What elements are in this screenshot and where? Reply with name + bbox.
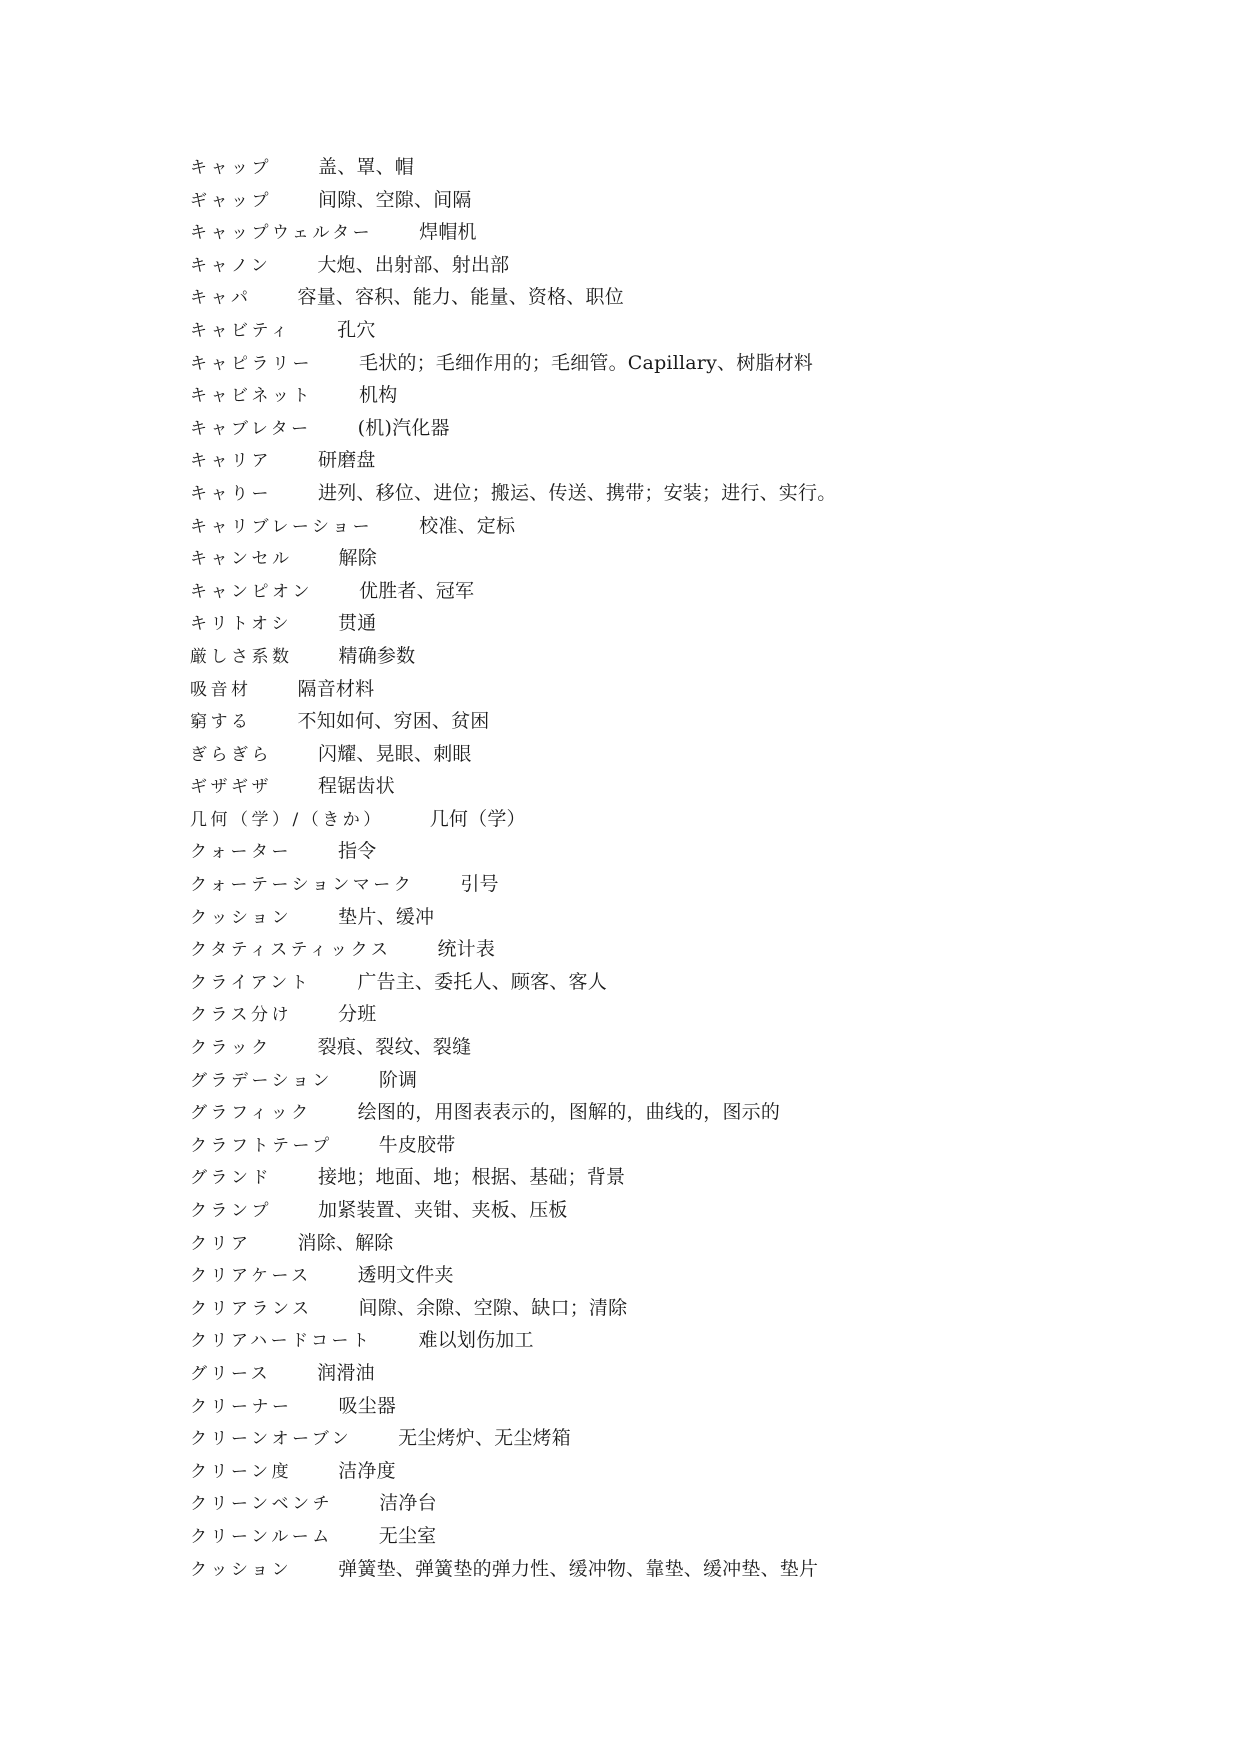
entry-meaning: 裂痕、裂纹、裂缝 — [317, 1036, 472, 1059]
entry-term: クラス分け — [190, 1005, 292, 1026]
entry-term: キャリア — [190, 451, 272, 472]
glossary-entry — [190, 738, 1190, 771]
entry-term: キリトオシ — [190, 614, 292, 635]
entry-meaning: 容量、容积、能力、能量、资格、职位 — [297, 286, 624, 309]
entry-term: グランド — [190, 1168, 272, 1189]
entry-meaning: 难以划伤加工 — [418, 1329, 534, 1352]
glossary-entry — [190, 347, 1190, 380]
glossary-entry — [190, 998, 1190, 1031]
entry-meaning: 程锯齿状 — [318, 775, 395, 798]
entry-meaning: 润滑油 — [317, 1361, 375, 1384]
entry-term: キャブレター — [190, 418, 312, 439]
entry-meaning: 透明文件夹 — [357, 1264, 454, 1287]
glossary-entry — [190, 901, 1190, 934]
entry-term: キャビネット — [190, 386, 313, 407]
glossary-entry — [190, 412, 1190, 445]
glossary-entry — [190, 216, 1190, 249]
glossary-entry — [190, 1422, 1190, 1455]
glossary-entry — [190, 477, 1190, 510]
entry-meaning: 隔音材料 — [297, 677, 375, 700]
entry-meaning: 阶调 — [378, 1068, 418, 1091]
entry-term: 厳しさ系数 — [190, 646, 293, 667]
glossary-entry — [190, 542, 1190, 575]
entry-term: キャピラリー — [190, 353, 313, 374]
entry-meaning: 进列、移位、进位；搬运、传送、携带；安装；进行、实行。 — [318, 481, 837, 504]
glossary-entry — [190, 1194, 1190, 1227]
entry-meaning: 校准、定标 — [419, 514, 516, 537]
entry-meaning: 统计表 — [437, 938, 496, 961]
entry-term: 窮する — [190, 712, 252, 733]
glossary-entry — [190, 444, 1190, 477]
entry-term: 吸音材 — [190, 679, 252, 700]
entry-term: ぎらぎら — [190, 744, 272, 765]
entry-meaning: 间隙、余隙、空隙、缺口；清除 — [358, 1296, 628, 1319]
entry-meaning: 消除、解除 — [297, 1231, 394, 1254]
entry-term: クランプ — [190, 1201, 272, 1221]
entry-term: クッション — [190, 1559, 293, 1580]
entry-meaning: 孔穴 — [337, 318, 376, 341]
entry-meaning: 吸尘器 — [338, 1394, 397, 1417]
glossary-entry — [190, 705, 1190, 738]
entry-meaning: 间隙、空隙、间隔 — [318, 188, 472, 211]
glossary-entry — [190, 1292, 1190, 1325]
entry-meaning: 弹簧垫、弹簧垫的弹力性、缓冲物、靠垫、缓冲垫、垫片 — [338, 1557, 819, 1580]
entry-term: キャップウェルター — [190, 223, 374, 244]
entry-meaning: 指令 — [338, 840, 377, 863]
entry-term: クライアント — [190, 972, 312, 993]
entry-meaning: 洁净度 — [338, 1459, 396, 1482]
entry-meaning: 精确参数 — [338, 644, 416, 667]
entry-term: キャップ — [190, 158, 272, 178]
entry-meaning: 分班 — [338, 1003, 377, 1026]
entry-term: クリアケース — [190, 1266, 312, 1287]
entry-meaning: 广告主、委托人、顾客、客人 — [357, 970, 607, 993]
entry-term: キャンセル — [190, 549, 293, 570]
entry-term: クリアランス — [190, 1298, 313, 1319]
glossary-entry — [190, 803, 1190, 836]
entry-term: ギザギザ — [190, 777, 272, 798]
entry-term: キャビティ — [190, 320, 292, 341]
entry-term: クッション — [190, 907, 293, 928]
entry-term: クリーン度 — [190, 1461, 293, 1482]
entry-term: クタティスティックス — [190, 940, 392, 961]
glossary-entry — [190, 1390, 1190, 1423]
glossary-entry — [190, 835, 1190, 868]
entry-meaning: 加紧装置、夹钳、夹板、压板 — [318, 1199, 568, 1221]
entry-term: 几何（学）/（きか） — [190, 809, 384, 830]
entry-term: クラフトテープ — [190, 1135, 333, 1156]
glossary-entry — [190, 868, 1190, 901]
glossary-entry — [190, 640, 1190, 673]
entry-meaning: 引号 — [460, 873, 499, 896]
glossary-entry — [190, 1227, 1190, 1260]
glossary-entry — [190, 249, 1190, 282]
entry-meaning: 解除 — [338, 547, 377, 570]
glossary-list — [190, 151, 1190, 1585]
entry-term: クリーンルーム — [190, 1526, 333, 1547]
entry-term: グラデーション — [190, 1070, 333, 1091]
entry-meaning: 垫片、缓冲 — [338, 905, 435, 928]
glossary-entry — [190, 1553, 1190, 1586]
glossary-entry — [190, 1064, 1190, 1097]
glossary-entry — [190, 1324, 1190, 1357]
entry-meaning: (机)汽化器 — [357, 416, 450, 439]
entry-term: クリアハードコート — [190, 1331, 373, 1352]
glossary-entry — [190, 151, 1190, 184]
entry-meaning: 洁净台 — [379, 1492, 437, 1515]
entry-meaning: 无尘室 — [378, 1524, 437, 1547]
entry-term: クラック — [190, 1038, 272, 1059]
glossary-entry — [190, 1487, 1190, 1520]
entry-meaning: 机构 — [359, 384, 398, 407]
entry-term: クリーンオーブン — [190, 1429, 353, 1450]
entry-meaning: 大炮、出射部、射出部 — [317, 253, 510, 276]
entry-meaning: 绘图的，用图表表示的，图解的，曲线的，图示的 — [357, 1101, 781, 1124]
glossary-entry — [190, 1129, 1190, 1162]
glossary-entry — [190, 575, 1190, 608]
glossary-entry — [190, 1357, 1190, 1390]
entry-term: クリーンベンチ — [190, 1494, 334, 1515]
entry-term: クリア — [190, 1233, 252, 1254]
entry-meaning: 优胜者、冠军 — [359, 579, 475, 602]
entry-term: キャンピオン — [190, 581, 313, 602]
glossary-entry — [190, 933, 1190, 966]
entry-meaning: 无尘烤炉、无尘烤箱 — [398, 1427, 571, 1450]
entry-meaning: 焊帽机 — [419, 221, 477, 244]
glossary-entry — [190, 607, 1190, 640]
entry-term: クリーナー — [190, 1396, 293, 1417]
entry-term: グリース — [190, 1363, 272, 1384]
glossary-entry — [190, 1161, 1190, 1194]
glossary-entry — [190, 1259, 1190, 1292]
entry-meaning: 接地；地面、地；根据、基础；背景 — [318, 1166, 626, 1189]
entry-meaning: 几何（学） — [429, 807, 526, 830]
entry-term: キャりー — [190, 483, 272, 504]
entry-term: クォーテーションマーク — [190, 875, 415, 896]
entry-meaning: 贯通 — [338, 612, 377, 635]
glossary-entry — [190, 1096, 1190, 1129]
entry-meaning: 不知如何、穷困、贫困 — [297, 710, 490, 733]
entry-meaning: 研磨盘 — [318, 449, 376, 472]
glossary-entry — [190, 184, 1190, 217]
glossary-entry — [190, 379, 1190, 412]
glossary-entry — [190, 281, 1190, 314]
glossary-entry — [190, 314, 1190, 347]
entry-term: キャパ — [190, 288, 252, 309]
glossary-entry — [190, 966, 1190, 999]
glossary-entry — [190, 510, 1190, 543]
glossary-entry — [190, 1520, 1190, 1553]
entry-term: グラフィック — [190, 1103, 312, 1124]
entry-term: キャリブレーショー — [190, 516, 374, 537]
entry-term: ギャップ — [190, 190, 272, 211]
glossary-entry — [190, 1031, 1190, 1064]
entry-meaning: 牛皮胶带 — [378, 1133, 456, 1156]
glossary-entry — [190, 1455, 1190, 1488]
entry-term: キャノン — [190, 255, 272, 276]
glossary-entry — [190, 673, 1190, 706]
entry-meaning: 毛状的；毛细作用的；毛细管。Capillary、树脂材料 — [359, 351, 814, 374]
entry-meaning: 盖、罩、帽 — [318, 156, 415, 178]
entry-meaning: 闪耀、晃眼、刺眼 — [318, 742, 472, 765]
glossary-entry — [190, 770, 1190, 803]
entry-term: クォーター — [190, 842, 292, 863]
